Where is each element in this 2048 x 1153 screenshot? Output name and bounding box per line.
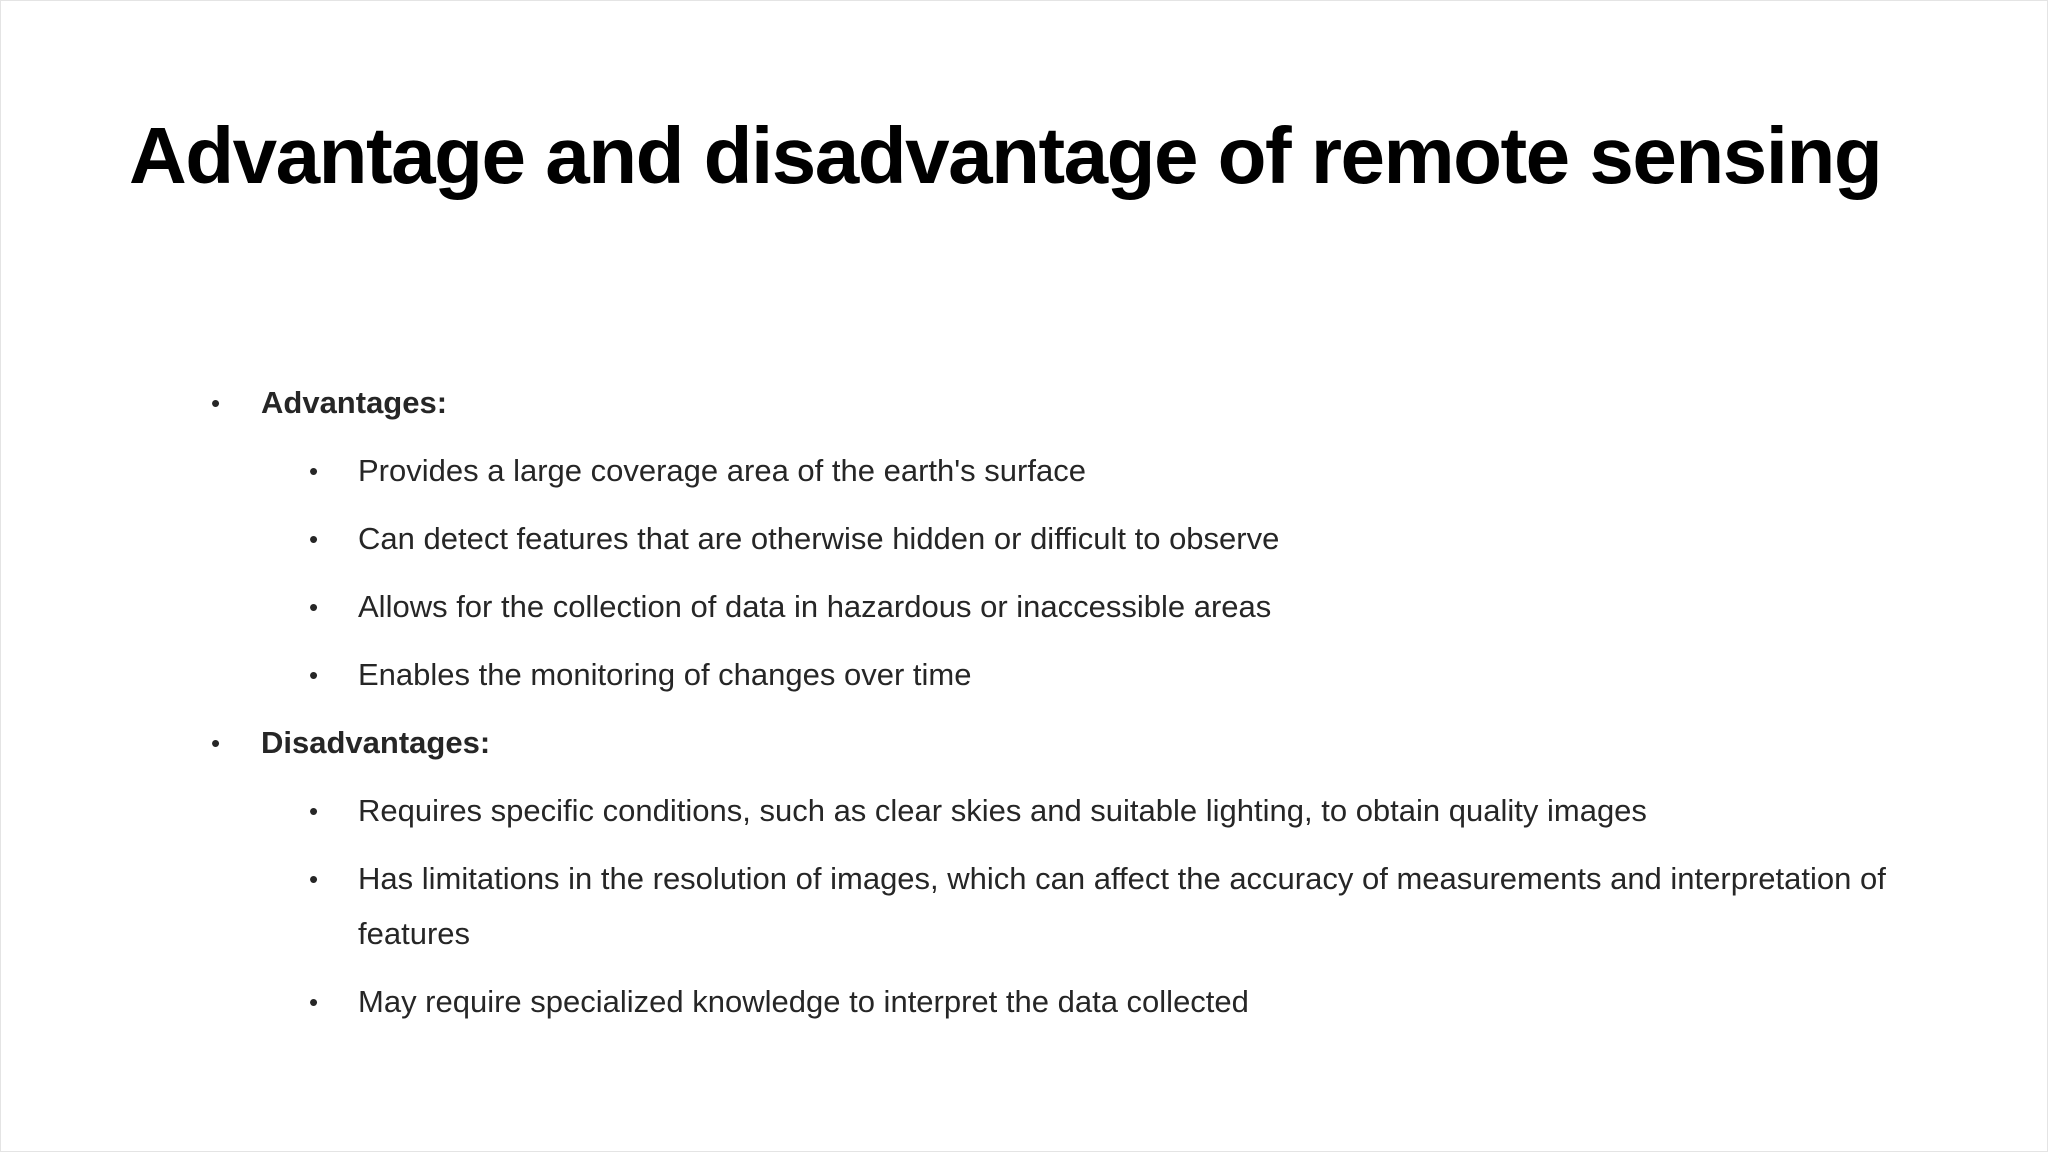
list-item: Provides a large coverage area of the earth's surface	[358, 453, 1086, 488]
list-item: May require specialized knowledge to interpret the data collected	[358, 984, 1249, 1019]
list-item: Has limitations in the resolution of images, which can affect the accuracy of measurements and interpretation of	[358, 861, 1886, 896]
bullet-icon: •	[211, 388, 221, 418]
bullet-list	[1, 1, 2048, 1153]
bullet-icon: •	[211, 728, 221, 758]
list-item: Enables the monitoring of changes over time	[358, 657, 972, 692]
list-item: Requires specific conditions, such as clear skies and suitable lighting, to obtain quality images	[358, 793, 1647, 828]
bullet-icon: •	[309, 796, 319, 826]
list-item-continuation: features	[358, 916, 471, 951]
bullet-icon: •	[309, 660, 319, 690]
bullet-icon: •	[309, 987, 319, 1017]
slide-title: Advantage and disadvantage of remote sensing	[129, 111, 1882, 200]
bullet-icon: •	[309, 592, 319, 622]
bullet-icon: •	[309, 456, 319, 486]
list-item: Allows for the collection of data in hazardous or inaccessible areas	[358, 589, 1272, 624]
bullet-icon: •	[309, 864, 319, 894]
section-heading-advantages: Advantages:	[261, 385, 448, 420]
list-item: Can detect features that are otherwise hidden or difficult to observe	[358, 521, 1280, 556]
bullet-icon: •	[309, 524, 319, 554]
section-heading-disadvantages: Disadvantages:	[261, 725, 491, 760]
